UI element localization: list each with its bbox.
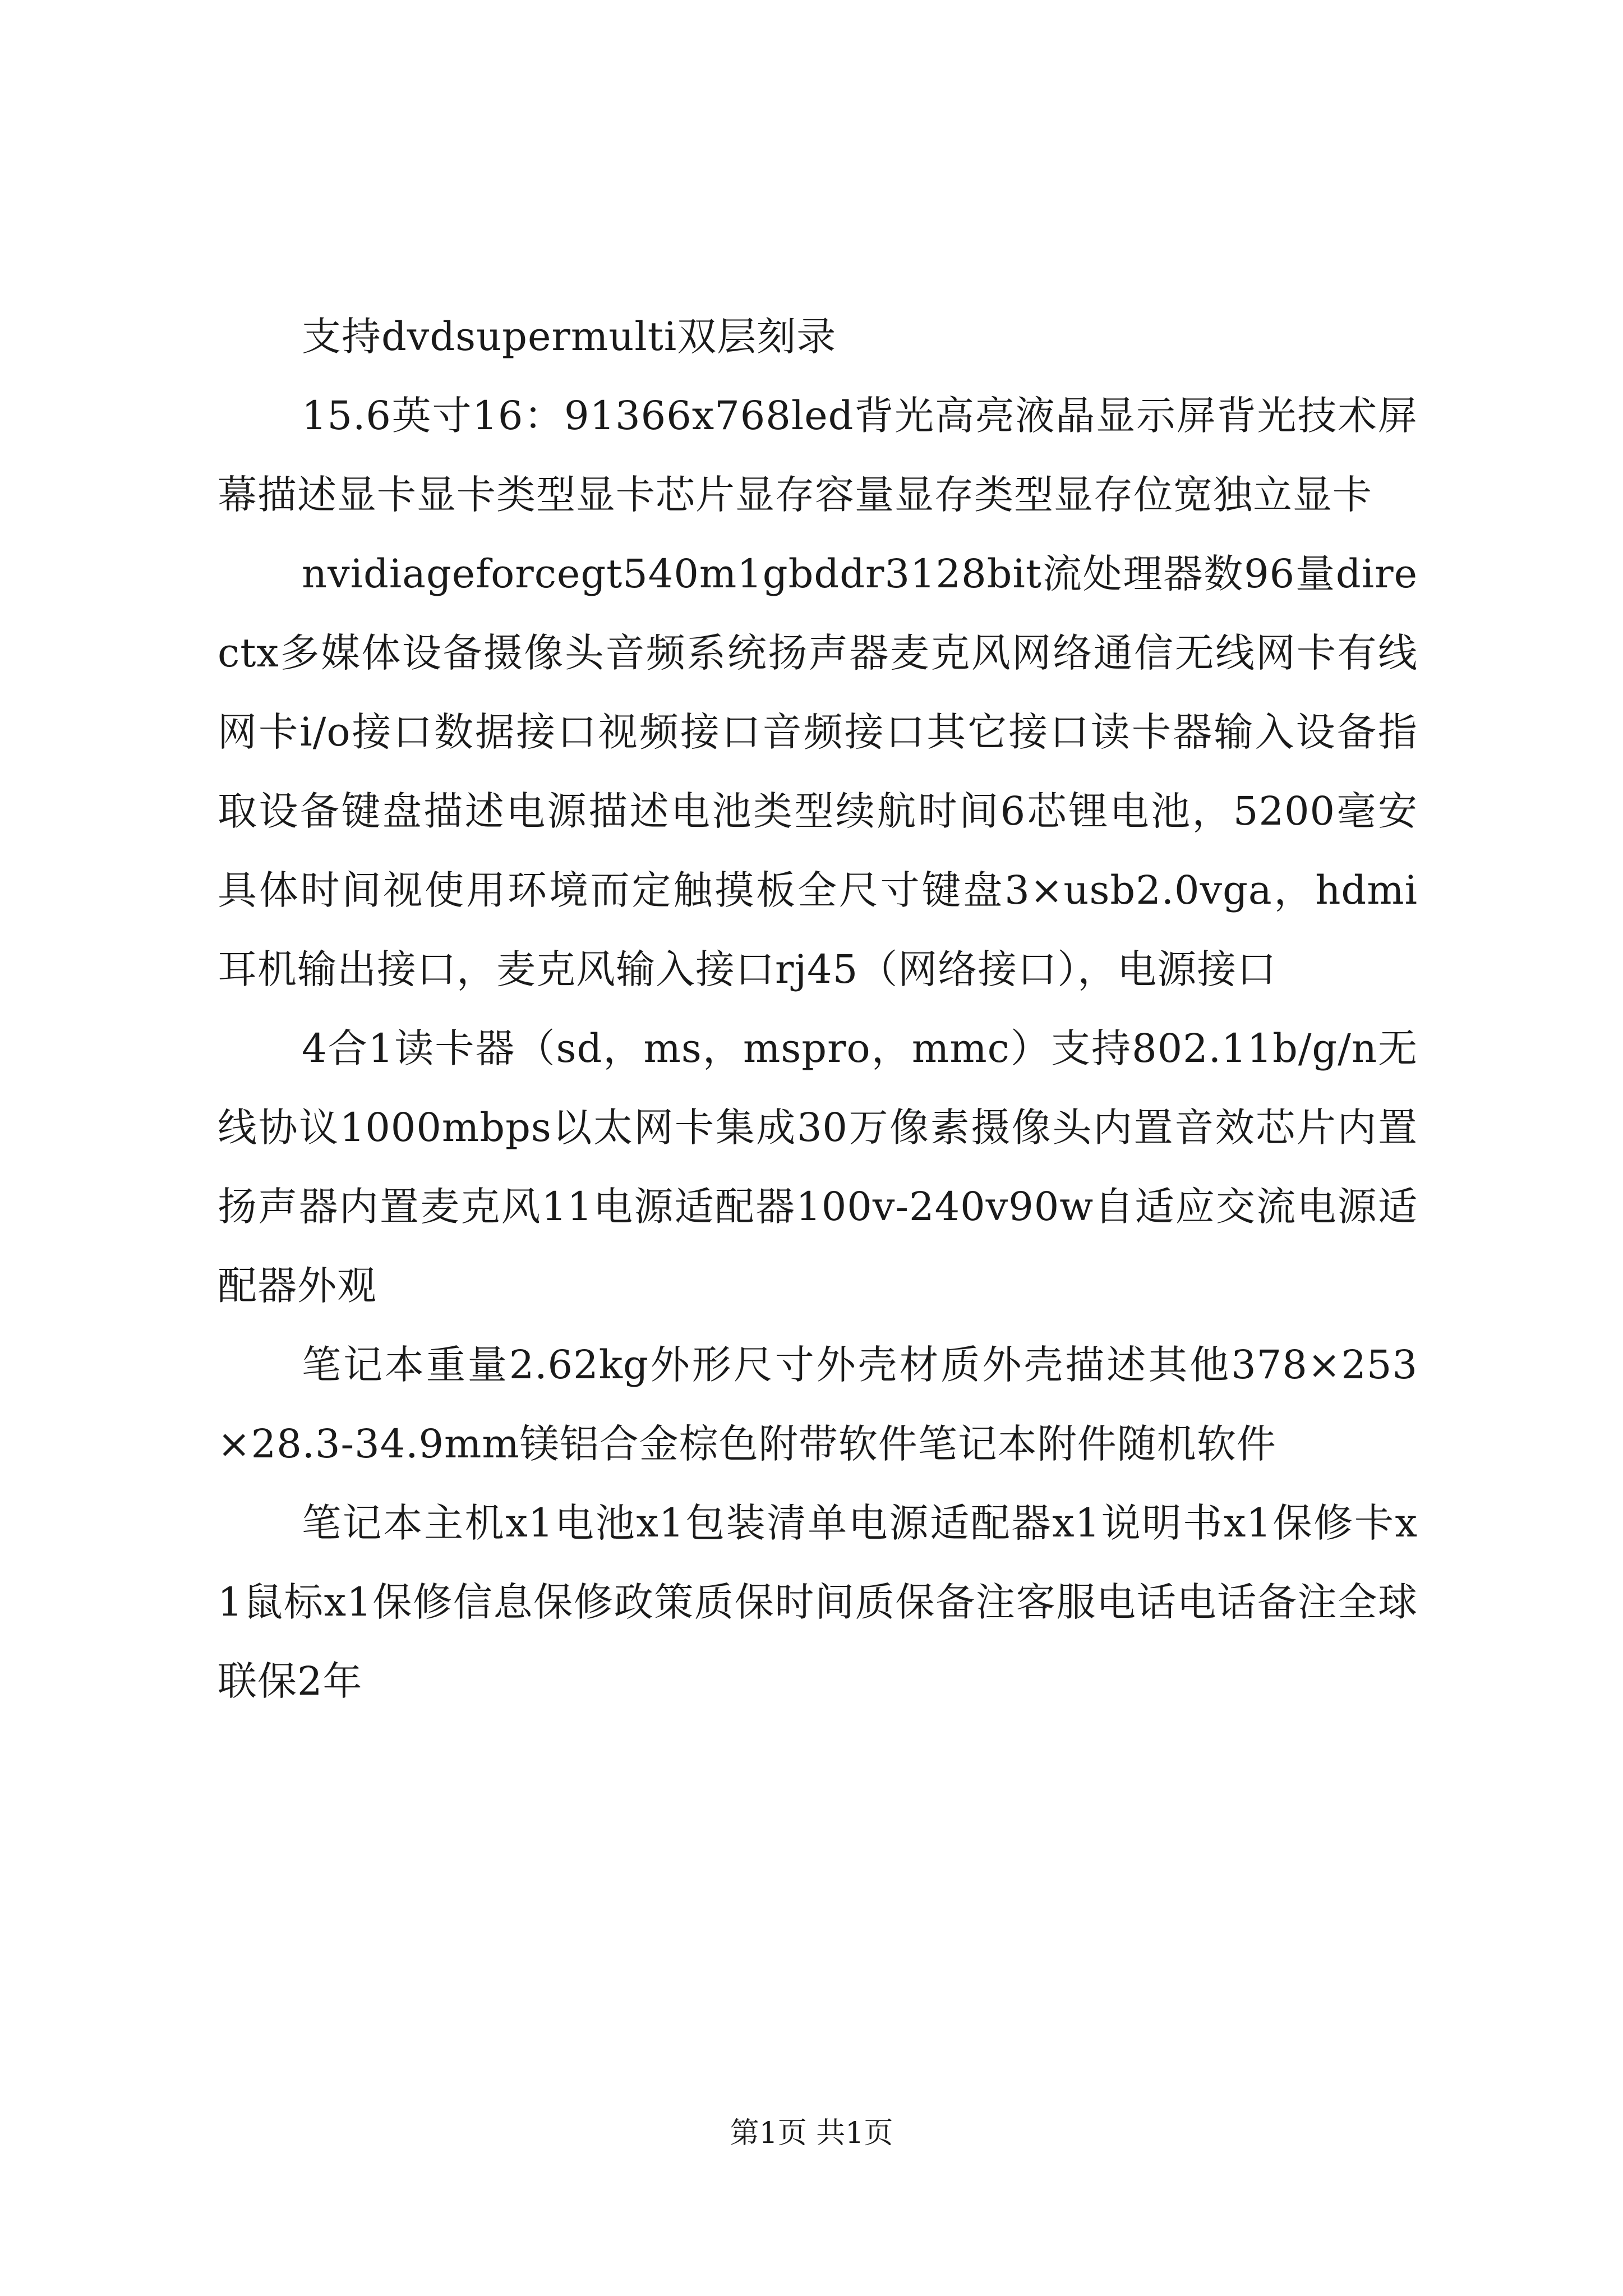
paragraph-package-warranty: 笔记本主机x1电池x1包装清单电源适配器x1说明书x1保修卡x1鼠标x1保修信息保修政策质保时间质保备注客服电话电话备注全球联保2年 xyxy=(218,1500,1418,1704)
paragraph-graphics-interfaces: nvidiageforcegt540m1gbddr3128bit流处理器数96量directx多媒体设备摄像头音频系统扬声器麦克风网络通信无线网卡有线网卡i/o接口数据接口视频接口音频接口其它接口读卡器输入设备指取设备键盘描述电源描述电池类型续航时间6芯锂电池，5200毫安具体时间视使用环境而定触摸板全尺寸键盘3×usb2.0vga，hdmi耳机输出接口，麦克风输入接口rj45（网络接口），电源接口 xyxy=(218,551,1418,992)
paragraph-weight-dimensions: 笔记本重量2.62kg外形尺寸外壳材质外壳描述其他378×253×28.3-34.9mm镁铝合金棕色附带软件笔记本附件随机软件 xyxy=(218,1342,1418,1467)
page-number-footer: 第1页 共1页 xyxy=(730,2116,893,2150)
document-body xyxy=(218,297,1418,1721)
paragraph-dvd: 支持dvdsupermulti双层刻录 xyxy=(302,314,837,360)
paragraph-card-reader-network: 4合1读卡器（sd，ms，mspro，mmc）支持802.11b/g/n无线协议1000mbps以太网卡集成30万像素摄像头内置音效芯片内置扬声器内置麦克风11电源适配器100v-240v90w自适应交流电源适配器外观 xyxy=(218,1025,1418,1309)
paragraph-display: 15.6英寸16：91366x768led背光高亮液晶显示屏背光技术屏幕描述显卡显卡类型显卡芯片显存容量显存类型显存位宽独立显卡 xyxy=(218,393,1418,518)
